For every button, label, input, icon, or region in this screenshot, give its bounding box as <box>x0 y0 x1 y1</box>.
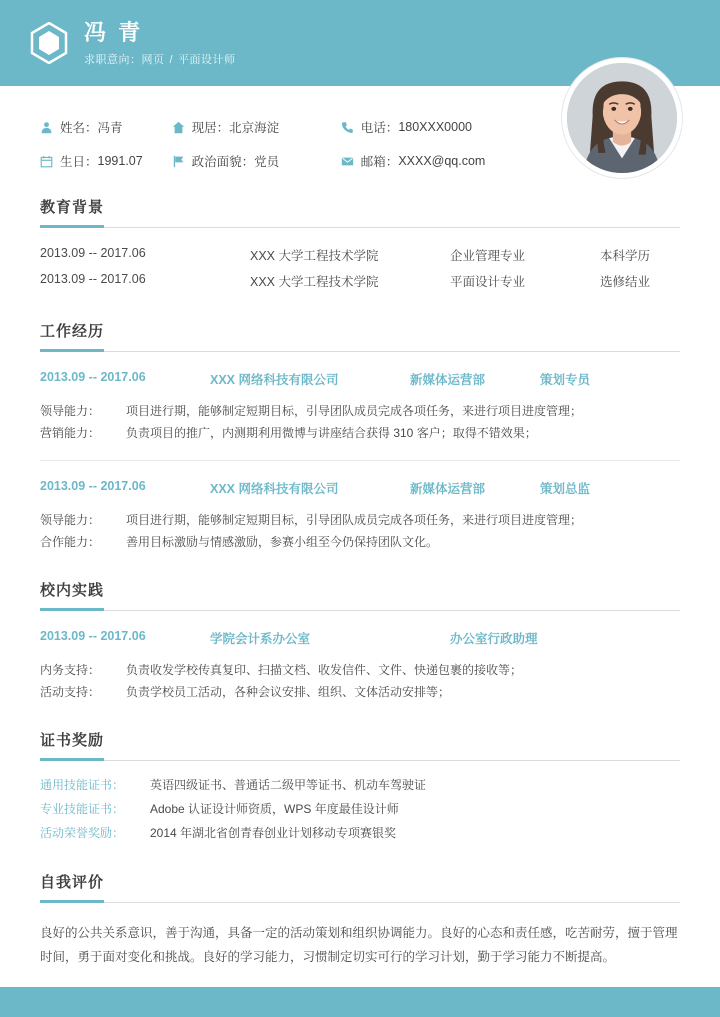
work-detail <box>40 400 680 422</box>
education-list <box>40 242 680 294</box>
section-divider <box>40 902 680 903</box>
list-item <box>40 773 680 797</box>
basic-value-phone: 180XXX0000 <box>398 120 472 134</box>
basic-field-phone <box>341 118 510 136</box>
basic-info <box>40 118 510 170</box>
table-row <box>40 242 680 268</box>
practice-header <box>40 629 680 647</box>
basic-field-birthday <box>40 152 172 170</box>
work-role: 策划专员 <box>540 373 591 387</box>
flag-icon <box>172 155 185 168</box>
practice-detail-label: 内务支持： <box>40 663 101 677</box>
work-detail-label: 营销能力： <box>40 426 101 440</box>
page-title: 冯 青 <box>84 19 144 45</box>
avatar <box>562 58 682 178</box>
certificate-value: 2014 年湖北省创青春创业计划移动专项赛银奖 <box>150 826 397 840</box>
work-detail <box>40 422 680 444</box>
basic-field-email <box>341 152 510 170</box>
work-department: 新媒体运营部 <box>410 373 486 387</box>
basic-label-name: 姓名： <box>60 121 98 135</box>
practice-date: 2013.09 -- 2017.06 <box>40 629 146 643</box>
section-divider <box>40 610 680 611</box>
work-detail-label: 合作能力： <box>40 535 101 549</box>
section-header-evaluation <box>40 871 680 903</box>
job-intent-separator: / <box>169 53 174 66</box>
work-detail <box>40 531 680 553</box>
work-item-header <box>40 370 680 388</box>
certificate-label: 通用技能证书： <box>40 778 125 792</box>
hexagon-logo-icon <box>30 22 68 64</box>
work-detail-label: 领导能力： <box>40 513 101 527</box>
section-education <box>40 196 680 294</box>
section-campus-practice <box>40 579 680 703</box>
list-item <box>40 797 680 821</box>
section-title-practice: 校内实践 <box>40 579 104 611</box>
work-detail <box>40 509 680 531</box>
practice-role: 办公室行政助理 <box>450 632 538 646</box>
section-divider <box>40 227 680 228</box>
section-title-evaluation: 自我评价 <box>40 871 104 903</box>
practice-organization: 学院会计系办公室 <box>210 632 311 646</box>
job-intent-label: 求职意向： <box>84 53 142 66</box>
basic-label-birthday: 生日： <box>60 155 98 169</box>
footer-bar <box>0 987 720 1017</box>
basic-value-political-status: 党员 <box>254 155 280 169</box>
section-header-certificates <box>40 729 680 761</box>
work-detail-label: 领导能力： <box>40 404 101 418</box>
education-major: 企业管理专业 <box>450 249 526 263</box>
work-detail-text: 善用目标激励与情感激励，参赛小组至今仍保持团队文化。 <box>126 535 439 549</box>
practice-detail-text: 负责学校员工活动，各种会议安排、组织、文体活动安排等； <box>126 685 451 699</box>
education-degree: 本科学历 <box>600 249 651 263</box>
basic-field-political-status <box>172 152 341 170</box>
certificate-value: 英语四级证书、普通话二级甲等证书、机动车驾驶证 <box>150 778 427 792</box>
mail-icon <box>341 155 354 168</box>
certificate-list <box>40 773 680 845</box>
basic-info-row <box>40 118 510 136</box>
certificate-value: Adobe 认证设计师资质，WPS 年度最佳设计师 <box>150 802 399 816</box>
basic-field-name <box>40 118 172 136</box>
self-evaluation-text: 良好的公共关系意识，善于沟通，具备一定的活动策划和组织协调能力。良好的心态和责任感，吃苦耐劳，擅于管理时间，勇于面对变化和挑战。良好的学习能力，习惯制定切实可行的学习计划，勤于学习能力不断提高。 <box>40 926 678 964</box>
work-detail-text: 项目进行期，能够制定短期目标，引导团队成员完成各项任务，来进行项目进度管理； <box>126 513 583 527</box>
section-header-education <box>40 196 680 228</box>
work-item <box>40 479 680 553</box>
work-company: XXX 网络科技有限公司 <box>210 373 339 387</box>
practice-detail-label: 活动支持： <box>40 685 101 699</box>
job-intent-2: 平面设计师 <box>178 53 236 66</box>
basic-value-name: 冯青 <box>97 121 123 135</box>
portrait-illustration <box>567 63 677 173</box>
user-icon <box>40 121 53 134</box>
job-intent <box>84 51 236 67</box>
education-school: XXX 大学工程技术学院 <box>250 249 379 263</box>
basic-label-residence: 现居： <box>191 121 230 135</box>
basic-label-phone: 电话： <box>360 121 399 135</box>
section-certificates <box>40 729 680 845</box>
work-item <box>40 370 680 461</box>
basic-field-residence <box>172 118 341 136</box>
work-date: 2013.09 -- 2017.06 <box>40 479 146 493</box>
practice-detail-text: 负责收发学校传真复印、扫描文档、收发信件、文件、快递包裹的接收等； <box>126 663 523 677</box>
work-department: 新媒体运营部 <box>410 482 486 496</box>
work-date: 2013.09 -- 2017.06 <box>40 370 146 384</box>
home-icon <box>172 121 185 134</box>
basic-label-email: 邮箱： <box>360 155 399 169</box>
certificate-label: 专业技能证书： <box>40 802 125 816</box>
basic-info-row <box>40 152 510 170</box>
phone-icon <box>341 121 354 134</box>
table-row <box>40 268 680 294</box>
work-item-header <box>40 479 680 497</box>
work-detail-text: 负责项目的推广，内测期利用微博与讲座结合获得 310 客户；取得不错效果； <box>126 426 537 440</box>
practice-detail <box>40 681 680 703</box>
header-text <box>84 20 236 67</box>
job-intent-1: 网页 <box>141 53 165 66</box>
section-title-education: 教育背景 <box>40 196 104 228</box>
section-title-certificates: 证书奖励 <box>40 729 104 761</box>
work-detail-text: 项目进行期，能够制定短期目标，引导团队成员完成各项任务，来进行项目进度管理； <box>126 404 583 418</box>
work-company: XXX 网络科技有限公司 <box>210 482 339 496</box>
section-work-experience <box>40 320 680 553</box>
basic-value-birthday: 1991.07 <box>97 154 143 168</box>
section-header-practice <box>40 579 680 611</box>
section-divider <box>40 760 680 761</box>
education-date: 2013.09 -- 2017.06 <box>40 246 146 260</box>
education-degree: 选修结业 <box>600 275 651 289</box>
education-school: XXX 大学工程技术学院 <box>250 275 379 289</box>
certificate-label: 活动荣誉奖励： <box>40 826 125 840</box>
basic-value-residence: 北京海淀 <box>229 121 280 135</box>
section-title-work: 工作经历 <box>40 320 104 352</box>
section-divider <box>40 351 680 352</box>
practice-detail <box>40 659 680 681</box>
education-date: 2013.09 -- 2017.06 <box>40 272 146 286</box>
section-self-evaluation <box>40 871 680 969</box>
calendar-icon <box>40 155 53 168</box>
work-item-divider <box>40 460 680 461</box>
education-major: 平面设计专业 <box>450 275 526 289</box>
basic-label-political-status: 政治面貌： <box>191 155 255 169</box>
work-role: 策划总监 <box>540 482 591 496</box>
list-item <box>40 821 680 845</box>
section-header-work <box>40 320 680 352</box>
basic-value-email: XXXX@qq.com <box>398 154 486 168</box>
